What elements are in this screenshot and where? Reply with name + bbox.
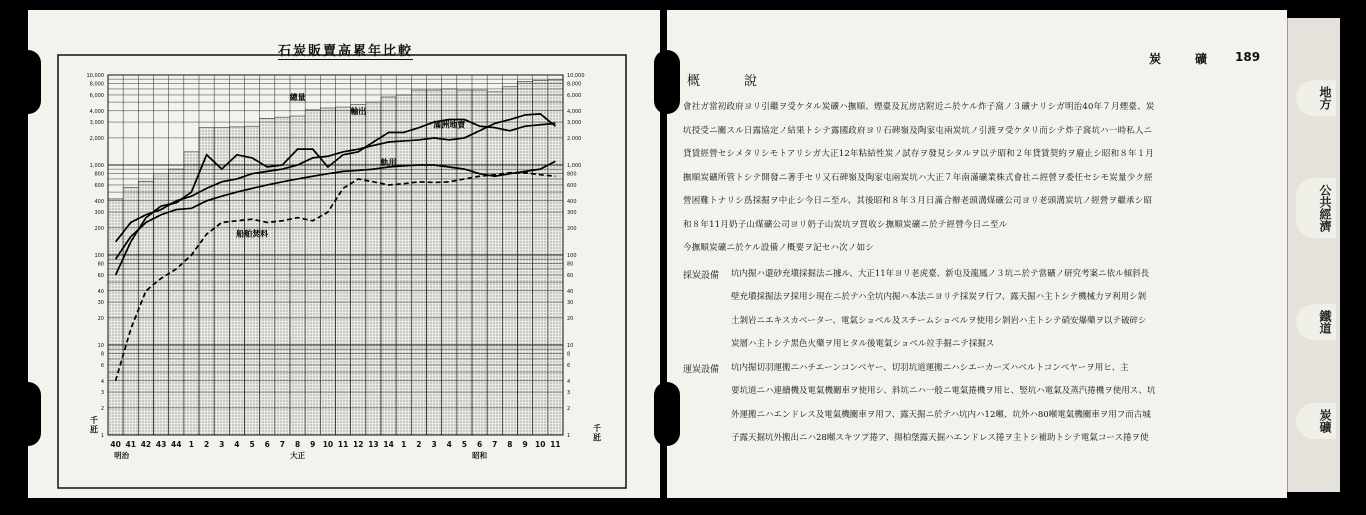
section-title: 採炭設備 [683, 270, 720, 281]
y-tick-label-left: 20 [97, 315, 104, 322]
x-tick-label: 9 [310, 440, 316, 449]
y-tick-label-left: 400 [94, 198, 104, 205]
bar-total [229, 127, 244, 435]
x-tick-label: 7 [279, 440, 286, 449]
x-tick-label: 8 [294, 440, 301, 449]
y-tick-label-right: 200 [567, 225, 577, 232]
bar-total [518, 81, 533, 435]
y-tick-label-right: 100 [567, 253, 577, 259]
paragraph-line: 坑授受ニ關スル日露協定ノ結果トシテ露國政府ヨリ石碑嶺及陶家屯兩炭坑ノ引渡ヲ受ケタリ而シテ炸子窩坑ハ一時私人ニ [683, 125, 1153, 136]
bar-total [290, 116, 305, 435]
x-tick-label: 12 [353, 440, 364, 449]
y-tick-label-right: 3,000 [567, 120, 582, 127]
y-tick-label-right: 400 [567, 198, 577, 205]
bar-total [411, 90, 426, 435]
series-label: 總量 [289, 91, 306, 102]
x-tick-label: 4 [446, 440, 452, 449]
y-tick-label-left: 6,000 [89, 92, 104, 99]
x-tick-label: 14 [383, 440, 394, 449]
y-tick-label-right: 2,000 [567, 135, 582, 142]
index-tab-regional[interactable]: 地方 [1296, 80, 1336, 116]
x-tick-label: 8 [507, 440, 513, 449]
y-tick-label-left: 10 [97, 343, 104, 349]
sales-chart [28, 10, 660, 498]
y-tick-label-right: 6,000 [567, 92, 582, 99]
y-tick-label-right: 10 [567, 343, 574, 349]
x-tick-label: 40 [110, 440, 121, 449]
x-tick-label: 9 [522, 440, 528, 449]
index-tab-strip [1287, 18, 1340, 492]
x-tick-label: 13 [368, 440, 379, 449]
y-tick-label-right: 40 [567, 288, 574, 295]
x-tick-label: 6 [476, 440, 483, 449]
bar-total [351, 105, 366, 435]
bar-total [533, 80, 548, 435]
y-tick-label-right: 80 [567, 261, 574, 268]
series-label: 輸出 [350, 105, 367, 116]
section-line: 炭層ハ主トシテ黑色火藥ヲ用ヒタル後電氣ショベル竝手掘ニテ採掘ス [731, 339, 995, 349]
paragraph-line: 今撫順炭礦ニ於ケル設備ノ概要ヲ記セハ次ノ如シ [683, 243, 874, 253]
running-head-section: 炭 [1149, 52, 1162, 66]
heading-char-2: 說 [744, 74, 758, 89]
y-tick-label-left: 1,000 [89, 163, 104, 169]
x-tick-label: 5 [461, 440, 468, 449]
chart-title: 石炭販賣高累年比較 [278, 40, 413, 60]
y-tick-label-left: 10,000 [86, 73, 104, 79]
page-number: 189 [1235, 50, 1261, 64]
y-unit-label-left: 千 [90, 415, 98, 425]
x-tick-label: 1 [401, 440, 407, 449]
y-tick-label-left: 6 [100, 362, 104, 369]
bar-total [123, 188, 138, 435]
paragraph-line: 營困難トナリシ爲採掘ヲ中止シ今日ニ至ル、其後昭和８年３月日滿合辦老頭溝煤礦公司ヨリ老頭溝炭坑ノ經營ヲ繼承シ昭 [683, 196, 1153, 206]
index-tab-public-economy[interactable]: 公共經濟 [1296, 178, 1336, 238]
bar-total [366, 102, 381, 435]
page-notch-right-bottom [654, 382, 680, 446]
y-tick-label-left: 60 [97, 272, 104, 279]
y-tick-label-right: 20 [567, 315, 574, 322]
section-line: 子露天掘坑外搬出ニハ28噸スキツプ捲ア、揚柏堡露天掘ハエンドレス捲ヲ主トシ補助トシテ電氣コース捲ヲ使 [731, 433, 1149, 443]
left-page [28, 10, 660, 498]
y-tick-label-left: 8 [100, 351, 104, 358]
x-tick-label: 3 [219, 440, 225, 449]
section-line: 土剝岩ニエキスカベーター、電氣ショベル及スチームショベルヲ使用シ剝岩ハ主トシテ硝安爆藥ヲ以テ破碎シ [731, 315, 1147, 326]
series-label: 滿洲地賣 [433, 119, 466, 130]
y-tick-label-left: 2,000 [89, 135, 104, 142]
bar-total [427, 90, 442, 435]
y-tick-label-left: 80 [97, 261, 104, 268]
y-tick-label-left: 3,000 [89, 120, 104, 127]
bar-total [502, 87, 517, 435]
y-tick-label-left: 1 [100, 433, 104, 439]
section-line: 外運搬ニハエンドレス及電氣機關車ヲ用フ、露天掘ニ於テハ坑内ハ12噸、坑外ハ80噸電氣機關車ヲ用フ而古城 [731, 409, 1151, 420]
y-tick-label-left: 800 [94, 171, 104, 178]
y-unit-label-right: 瓩 [593, 432, 601, 442]
y-tick-label-right: 6 [567, 362, 571, 369]
y-tick-label-right: 60 [567, 272, 574, 279]
bar-total [442, 89, 457, 435]
y-tick-label-left: 100 [94, 253, 104, 259]
y-tick-label-right: 800 [567, 171, 577, 178]
y-tick-label-right: 1 [567, 433, 571, 439]
y-tick-label-right: 2 [567, 405, 571, 412]
x-tick-label: 44 [171, 440, 182, 449]
bar-total [472, 90, 487, 435]
y-tick-label-right: 8,000 [567, 81, 582, 88]
x-tick-label: 10 [535, 440, 546, 449]
section-line: 要坑道ニハ連續機及電氣機關車ヲ使用シ、斜坑ニハ一般ニ電氣捲機ヲ用ヒ、竪坑ハ電氣及蒸汽捲機ヲ使用ス、坑 [731, 386, 1156, 396]
bar-total [396, 95, 411, 435]
y-tick-label-right: 300 [567, 210, 577, 217]
y-unit-label-left: 瓩 [90, 424, 98, 434]
page-notch-right-top [654, 50, 680, 114]
x-tick-label: 6 [264, 440, 270, 449]
heading-char-1: 概 [687, 74, 701, 89]
y-tick-label-left: 200 [94, 225, 104, 232]
x-tick-label: 41 [125, 440, 136, 449]
section-line: 坑内掘切羽運搬ニハチエーンコンベヤー、切羽坑道運搬ニハシエーカーズハベルトコンベヤーヲ用ヒ、主 [731, 362, 1129, 373]
paragraph-line: 貸賃經營セシメタリシモトアリシガ大正12年粘結性炭ノ試存ヲ發見シタルヲ以テ昭和２年貸賃契約ヲ廢止シ昭和８年１月 [683, 149, 1155, 159]
series-label: 船舶焚料 [236, 228, 269, 239]
y-tick-label-left: 3 [100, 390, 104, 397]
y-tick-label-left: 40 [97, 288, 104, 295]
right-page [667, 10, 1287, 498]
paragraph-line: 和８年11月奶子山煤礦公司ヨリ奶子山炭坑ヲ買收シ撫順炭礦ニ於テ經營今日ニ至ル [683, 219, 1008, 230]
bar-total [548, 80, 563, 435]
x-tick-label: 4 [234, 440, 240, 449]
x-tick-label: 3 [431, 440, 437, 449]
running-head-section-2: 礦 [1195, 52, 1208, 66]
bar-total [336, 107, 351, 435]
y-tick-label-left: 8,000 [89, 81, 104, 88]
x-tick-label: 2 [416, 440, 422, 449]
index-tab-railway[interactable]: 鐵道 [1296, 304, 1336, 340]
x-tick-label: 7 [492, 440, 498, 449]
x-group-label: 昭和 [472, 451, 488, 460]
x-tick-label: 43 [155, 440, 167, 449]
y-tick-label-left: 600 [94, 182, 104, 189]
y-tick-label-right: 30 [567, 300, 574, 307]
y-tick-label-right: 600 [567, 182, 577, 189]
section-line: 壁充塡採掘法ヲ採用シ現在ニ於テハ全坑内掘ハ本法ニヨリテ採炭ヲ行フ、露天掘ハ主トシテ機械力ヲ利用シ剝 [731, 292, 1147, 302]
x-tick-label: 10 [322, 440, 334, 449]
x-tick-label: 42 [140, 440, 152, 449]
index-tab-coal-mine[interactable]: 炭礦 [1296, 403, 1336, 439]
bar-total [487, 92, 502, 435]
x-tick-label: 11 [337, 440, 349, 449]
y-tick-label-right: 4,000 [567, 108, 582, 115]
y-tick-label-right: 10,000 [567, 73, 585, 79]
x-tick-label: 11 [550, 440, 561, 449]
y-tick-label-left: 4,000 [89, 108, 104, 115]
x-tick-label: 2 [203, 440, 210, 449]
y-tick-label-right: 8 [567, 351, 571, 358]
section-line: 坑内掘ハ還砂充塡採掘法ニ據ル、大正11年ヨリ老虎臺、新屯及龍鳳ノ３坑ニ於テ當礦ノ研究考案ニ依ル傾斜長 [731, 268, 1150, 279]
y-tick-label-left: 4 [100, 378, 104, 385]
y-unit-label-right: 千 [593, 423, 601, 433]
x-tick-label: 1 [188, 440, 195, 449]
x-group-label: 大正 [290, 451, 306, 460]
y-tick-label-right: 4 [567, 378, 571, 385]
y-tick-label-left: 2 [100, 405, 104, 412]
series-label: 軌用 [380, 157, 397, 167]
paragraph-line: 撫順炭礦所管トシテ開發ニ著手セリ又石碑嶺及陶家屯兩炭坑ハ大正７年南滿礦業株式會社ニ經營ヲ委任セシモ炭量少ク經 [683, 172, 1153, 183]
bar-total [457, 90, 472, 435]
x-group-label: 明治 [114, 451, 130, 460]
y-tick-label-right: 3 [567, 390, 571, 397]
x-tick-label: 5 [249, 440, 255, 449]
paragraph-line: 會社ガ當初政府ヨリ引繼ヲ受ケタル炭礦ハ撫順、煙臺及瓦房店附近ニ於ケル炸子窩ノ３礦ナリシガ明治40年７月煙臺、炭 [683, 102, 1155, 112]
bar-total [381, 97, 396, 435]
section-title: 運炭設備 [683, 364, 720, 375]
y-tick-label-right: 1,000 [567, 163, 582, 169]
y-tick-label-left: 300 [94, 210, 104, 217]
y-tick-label-left: 30 [97, 300, 104, 307]
